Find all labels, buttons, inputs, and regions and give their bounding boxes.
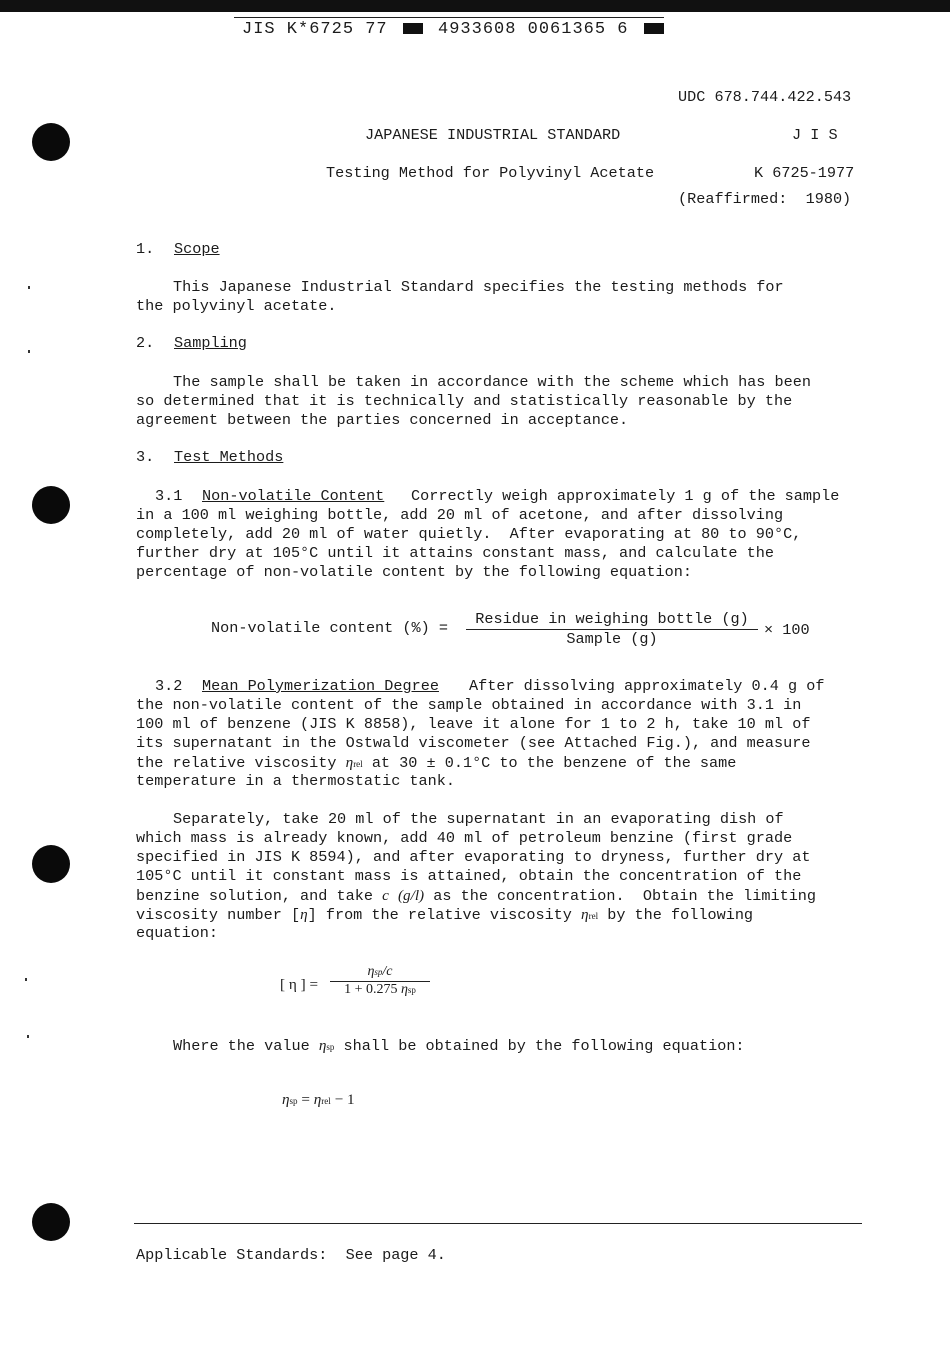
- section-3-2-title: Mean Polymerization Degree: [202, 677, 439, 695]
- separately-line: specified in JIS K 8594), and after evaporating to dryness, further dry at: [136, 848, 811, 866]
- polymerization-line: the non-volatile content of the sample obtained in accordance with 3.1 in: [136, 696, 802, 714]
- section-1-title: Scope: [174, 240, 220, 258]
- redaction-block: [644, 23, 664, 34]
- fraction-numerator: Residue in weighing bottle (g): [466, 610, 758, 630]
- udc-number: UDC 678.744.422.543: [678, 88, 852, 106]
- polymerization-line: temperature in a thermostatic tank.: [136, 772, 455, 790]
- nonvolatile-line: completely, add 20 ml of water quietly. After evaporating at 80 to 90°C,: [136, 525, 802, 543]
- reaffirmed: (Reaffirmed: 1980): [678, 190, 852, 208]
- separately-line: viscosity number [η] from the relative viscosity ηrel by the following: [136, 906, 754, 924]
- separately-line: which mass is already known, add 40 ml of petroleum benzine (first grade: [136, 829, 793, 847]
- scan-speck: [28, 350, 30, 353]
- polymerization-line: After dissolving approximately 0.4 g of: [469, 677, 825, 695]
- doc-number: K 6725-1977: [754, 164, 855, 182]
- eta-symbol: η: [345, 754, 354, 771]
- section-2-number: 2.: [136, 334, 155, 352]
- punch-hole: [32, 1203, 70, 1241]
- sampling-line: The sample shall be taken in accordance with the scheme which has been: [173, 373, 811, 391]
- nonvolatile-multiplier: × 100: [764, 621, 810, 639]
- redaction-block: [403, 23, 423, 34]
- section-3-1-number: 3.1: [155, 487, 183, 505]
- section-2-title: Sampling: [174, 334, 247, 352]
- separately-line: benzine solution, and take c (g/l) as the concentration. Obtain the limiting: [136, 887, 817, 905]
- applicable-standards: Applicable Standards: See page 4.: [136, 1246, 446, 1264]
- fraction-denominator: Sample (g): [566, 630, 658, 648]
- specific-viscosity-equation: ηsp = ηrel − 1: [282, 1091, 355, 1108]
- nonvolatile-line: percentage of non-volatile content by the following equation:: [136, 563, 692, 581]
- scan-speck: [25, 978, 27, 981]
- sampling-line: agreement between the parties concerned in acceptance.: [136, 411, 629, 429]
- nonvolatile-line: in a 100 ml weighing bottle, add 20 ml of acetone, and after dissolving: [136, 506, 784, 524]
- section-1-number: 1.: [136, 240, 155, 258]
- doc-title: Testing Method for Polyvinyl Acetate: [326, 164, 655, 182]
- nonvolatile-line: further dry at 105°C until it attains constant mass, and calculate the: [136, 544, 774, 562]
- nonvolatile-equation-lhs: Non-volatile content (%) =: [211, 619, 448, 637]
- section-3-2-number: 3.2: [155, 677, 183, 695]
- polymerization-line: its supernatant in the Ostwald viscometer (see Attached Fig.), and measure: [136, 734, 811, 752]
- limiting-viscosity-fraction: [330, 964, 430, 998]
- scope-line: This Japanese Industrial Standard specifies the testing methods for: [173, 278, 784, 296]
- footer-rule: [134, 1223, 862, 1224]
- separately-line: Separately, take 20 ml of the supernatant in an evaporating dish of: [173, 810, 784, 828]
- punch-hole: [32, 123, 70, 161]
- scan-speck: [27, 1035, 29, 1038]
- top-scan-border: [0, 0, 950, 12]
- fraction-numerator: ηsp/c: [330, 964, 430, 982]
- scan-speck: [28, 286, 30, 289]
- punch-hole: [32, 845, 70, 883]
- punch-hole: [32, 486, 70, 524]
- fraction-denominator: 1 + 0.275 ηsp: [344, 982, 416, 997]
- polymerization-line: the relative viscosity ηrel at 30 ± 0.1°C to the benzene of the same: [136, 754, 737, 772]
- section-3-title: Test Methods: [174, 448, 284, 466]
- polymerization-line: 100 ml of benzene (JIS K 8858), leave it alone for 1 to 2 h, take 10 ml of: [136, 715, 811, 733]
- nonvolatile-line: Correctly weigh approximately 1 g of the sample: [411, 487, 840, 505]
- jis-mark: J I S: [792, 126, 838, 144]
- section-3-number: 3.: [136, 448, 155, 466]
- separately-line: equation:: [136, 924, 219, 942]
- scope-line: the polyvinyl acetate.: [136, 297, 337, 315]
- header-rule: [234, 17, 664, 18]
- nonvolatile-fraction: [466, 610, 758, 648]
- standard-title: JAPANESE INDUSTRIAL STANDARD: [365, 126, 621, 144]
- header-code: JIS K*6725 77 4933608 0061365 6: [242, 20, 668, 39]
- separately-line: 105°C until it constant mass is attained, obtain the concentration of the: [136, 867, 802, 885]
- where-line: Where the value ηsp shall be obtained by the following equation:: [173, 1037, 745, 1055]
- sampling-line: so determined that it is technically and statistically reasonable by the: [136, 392, 793, 410]
- limiting-viscosity-lhs: [ η ] =: [280, 976, 319, 993]
- section-3-1-title: Non-volatile Content: [202, 487, 385, 505]
